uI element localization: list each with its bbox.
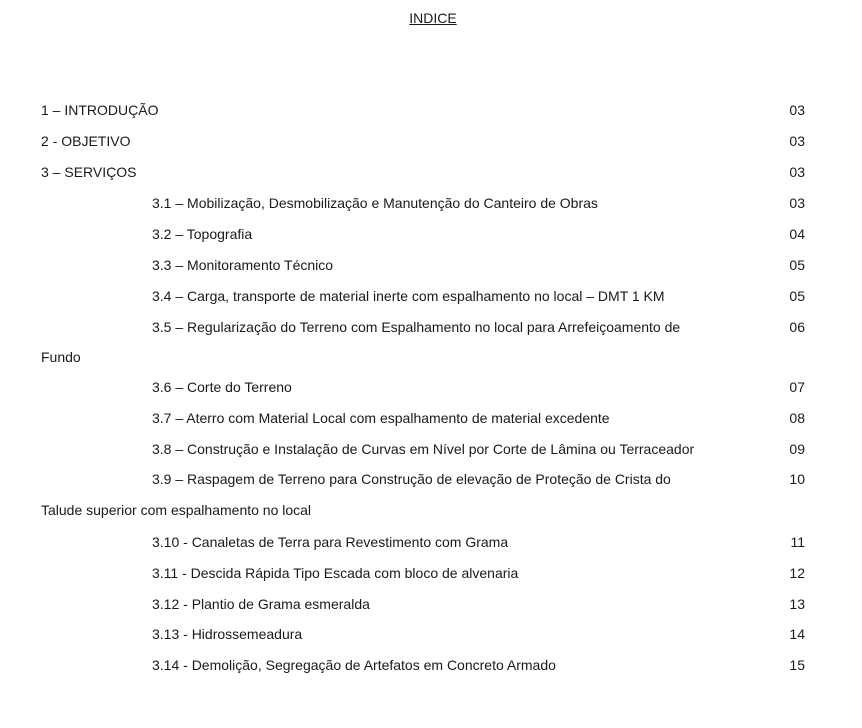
toc-entry-3-4 — [41, 286, 805, 306]
toc-entry-3-14 — [41, 655, 805, 675]
toc-entry-page: 03 — [789, 102, 805, 118]
toc-entry-page: 03 — [789, 164, 805, 180]
toc-entry-3-6 — [41, 377, 805, 397]
toc-entry-label: 2 - OBJETIVO — [41, 133, 131, 149]
toc-entry-page: 12 — [789, 565, 805, 581]
toc-entry-3-12 — [41, 594, 805, 614]
toc-entry-page: 13 — [789, 596, 805, 612]
toc-entry-1 — [41, 100, 805, 120]
toc-entry-label: 3.1 – Mobilização, Desmobilização e Manutenção do Canteiro de Obras — [152, 195, 598, 211]
toc-entry-page: 05 — [789, 257, 805, 273]
toc-entry-label: 3.6 – Corte do Terreno — [152, 379, 292, 395]
toc-entry-page: 08 — [789, 410, 805, 426]
toc-entry-page: 11 — [790, 534, 805, 550]
toc-entry-label: 3.4 – Carga, transporte de material inerte com espalhamento no local – DMT 1 KM — [152, 288, 665, 304]
toc-entry-label: 3.13 - Hidrossemeadura — [152, 626, 303, 642]
toc-entry-label: 3.3 – Monitoramento Técnico — [152, 257, 334, 273]
toc-entry-page: 05 — [789, 288, 805, 304]
toc-entry-page: 06 — [789, 319, 805, 335]
toc-entry-page: 03 — [789, 133, 805, 149]
toc-entry-continuation: Fundo — [41, 349, 81, 365]
toc-entry-page: 14 — [789, 626, 805, 642]
toc-entry-label: 1 – INTRODUÇÃO — [41, 102, 159, 118]
toc-entry-label: 3.12 - Plantio de Grama esmeralda — [152, 596, 370, 612]
toc-entry-3-8 — [41, 439, 805, 459]
toc-entry-3-2 — [41, 224, 805, 244]
toc-entry-page: 09 — [789, 441, 805, 457]
toc-entry-page: 15 — [789, 657, 805, 673]
toc-entry-3 — [41, 162, 805, 182]
toc-entry-2 — [41, 131, 805, 151]
toc-entry-3-3 — [41, 255, 805, 275]
toc-entry-3-9 — [41, 469, 805, 489]
toc-entry-3-11 — [41, 563, 805, 583]
toc-entry-label: 3.8 – Construção e Instalação de Curvas em Nível por Corte de Lâmina ou Terraceador — [152, 441, 695, 457]
toc-entry-page: 10 — [789, 471, 805, 487]
toc-entry-3-1 — [41, 193, 805, 213]
toc-entry-label: 3.14 - Demolição, Segregação de Artefatos em Concreto Armado — [152, 657, 556, 673]
toc-entry-label: 3.9 – Raspagem de Terreno para Construção de elevação de Proteção de Crista do — [152, 471, 671, 487]
toc-entry-label: 3.2 – Topografia — [152, 226, 253, 242]
toc-entry-3-13 — [41, 624, 805, 644]
toc-entry-label: 3.7 – Aterro com Material Local com espalhamento de material excedente — [152, 410, 610, 426]
toc-entry-label: 3.5 – Regularização do Terreno com Espalhamento no local para Arrefeiçoamento de — [152, 319, 681, 335]
toc-entry-page: 03 — [789, 195, 805, 211]
toc-entry-continuation: Talude superior com espalhamento no local — [41, 502, 312, 518]
page-title: INDICE — [409, 10, 457, 26]
toc-entry-3-7 — [41, 408, 805, 428]
toc-entry-page: 07 — [789, 379, 805, 395]
toc-entry-label: 3 – SERVIÇOS — [41, 164, 137, 180]
toc-entry-3-10 — [41, 532, 805, 552]
toc-entry-label: 3.10 - Canaletas de Terra para Revestimento com Grama — [152, 534, 509, 550]
toc-entry-3-5 — [41, 317, 805, 337]
toc-entry-label: 3.11 - Descida Rápida Tipo Escada com bloco de alvenaria — [152, 565, 519, 581]
toc-entry-page: 04 — [789, 226, 805, 242]
